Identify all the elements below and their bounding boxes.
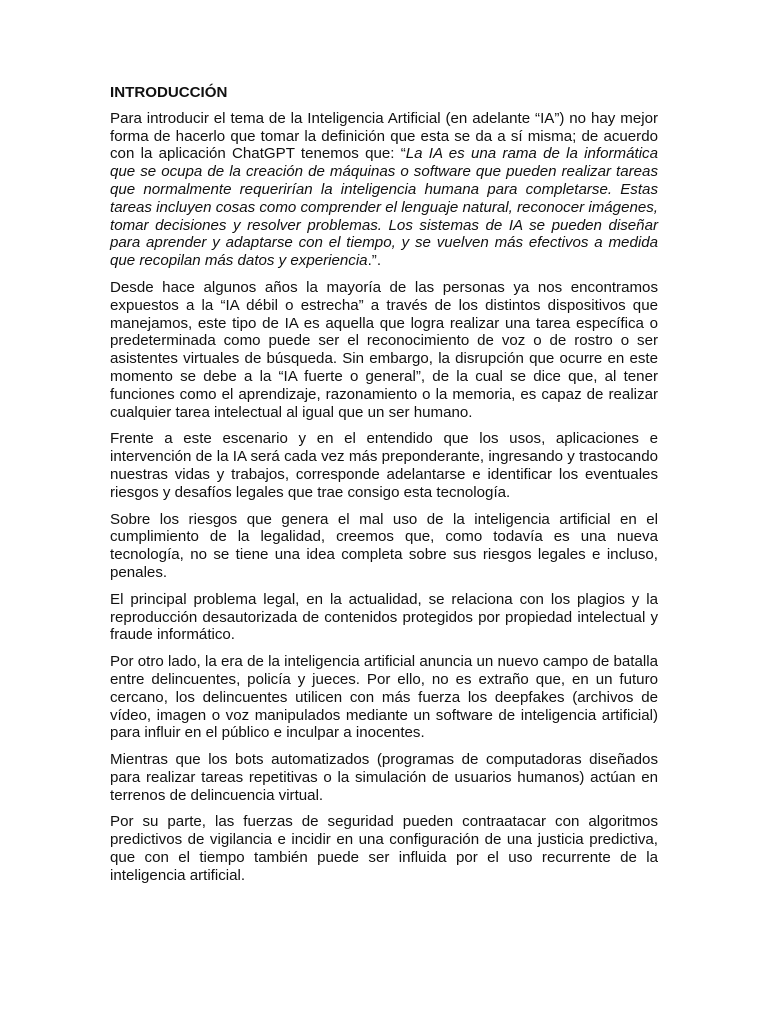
paragraph-ia-debil: Desde hace algunos años la mayoría de las personas ya nos encontramos expuestos a la “IA débil o estrecha” a través de los distintos dispositivos que manejamos, este tipo de IA es aquella que logra realizar una tarea específica o predeterminada como puede ser el reconocimiento de voz o de rostro o ser asistentes virtuales de búsqueda. Sin embargo, la disrupción que ocurre en este momento se debe a la “IA fuerte o general”, de la cual se dice que, al tener funciones como el aprendizaje, razonamiento o la memoria, es capaz de realizar cualquier tarea intelectual al igual que un ser humano. xyxy=(110,278,658,421)
paragraph-riesgos: Sobre los riesgos que genera el mal uso de la inteligencia artificial en el cumplimiento de la legalidad, creemos que, como todavía es una nueva tecnología, no se tiene una idea completa sobre sus riesgos legales e incluso, penales. xyxy=(110,510,658,581)
paragraph-escenario: Frente a este escenario y en el entendido que los usos, aplicaciones e intervención de la IA será cada vez más preponderante, ingresando y trastocando nuestras vidas y trabajos, corresponde adelantarse e identificar los eventuales riesgos y desafíos legales que trae consigo esta tecnología. xyxy=(110,430,658,501)
intro-closing: .”. xyxy=(367,252,382,270)
paragraph-fuerzas-seguridad: Por su parte, las fuerzas de seguridad pueden contraatacar con algoritmos predictivos de vigilancia e incidir en una configuración de una justicia predictiva, que con el tiempo también puede ser influida por el uso recurrente de la inteligencia artificial. xyxy=(110,813,658,884)
paragraph-deepfakes: Por otro lado, la era de la inteligencia artificial anuncia un nuevo campo de batalla entre delincuentes, policía y jueces. Por ello, no es extraño que, en un futuro cercano, los delincuentes utilicen con más fuerza los deepfakes (archivos de vídeo, imagen o voz manipulados mediante un software de inteligencia artificial) para influir en el público e inculpar a inocentes. xyxy=(110,653,658,742)
chatgpt-quote: La IA es una rama de la informática que se ocupa de la creación de máquinas o software que pueden realizar tareas que normalmente requerirían la inteligencia humana para completarse. Estas tareas incluyen cosas como comprender el lenguaje natural, reconocer imágenes, tomar decisiones y resolver problemas. Los sistemas de IA se pueden diseñar para aprender y adaptarse con el tiempo, y se vuelven más efectivos a medida que recopilan más datos y experiencia xyxy=(110,145,658,270)
intro-paragraph xyxy=(110,110,658,270)
paragraph-bots: Mientras que los bots automatizados (programas de computadoras diseñados para realizar tareas repetitivas o la simulación de usuarios humanos) actúan en terrenos de delincuencia virtual. xyxy=(110,751,658,804)
paragraph-problema-legal: El principal problema legal, en la actualidad, se relaciona con los plagios y la reproducción desautorizada de contenidos protegidos por propiedad intelectual y fraude informático. xyxy=(110,590,658,644)
intro-text: Para introducir el tema de la Inteligencia Artificial (en adelante “IA”) no hay mejor forma de hacerlo que tomar la definición que esta se da a sí misma; de acuerdo con la aplicación ChatGPT tenemos que: “ xyxy=(110,109,658,163)
document-page xyxy=(110,84,658,894)
section-heading: INTRODUCCIÓN xyxy=(110,84,228,101)
